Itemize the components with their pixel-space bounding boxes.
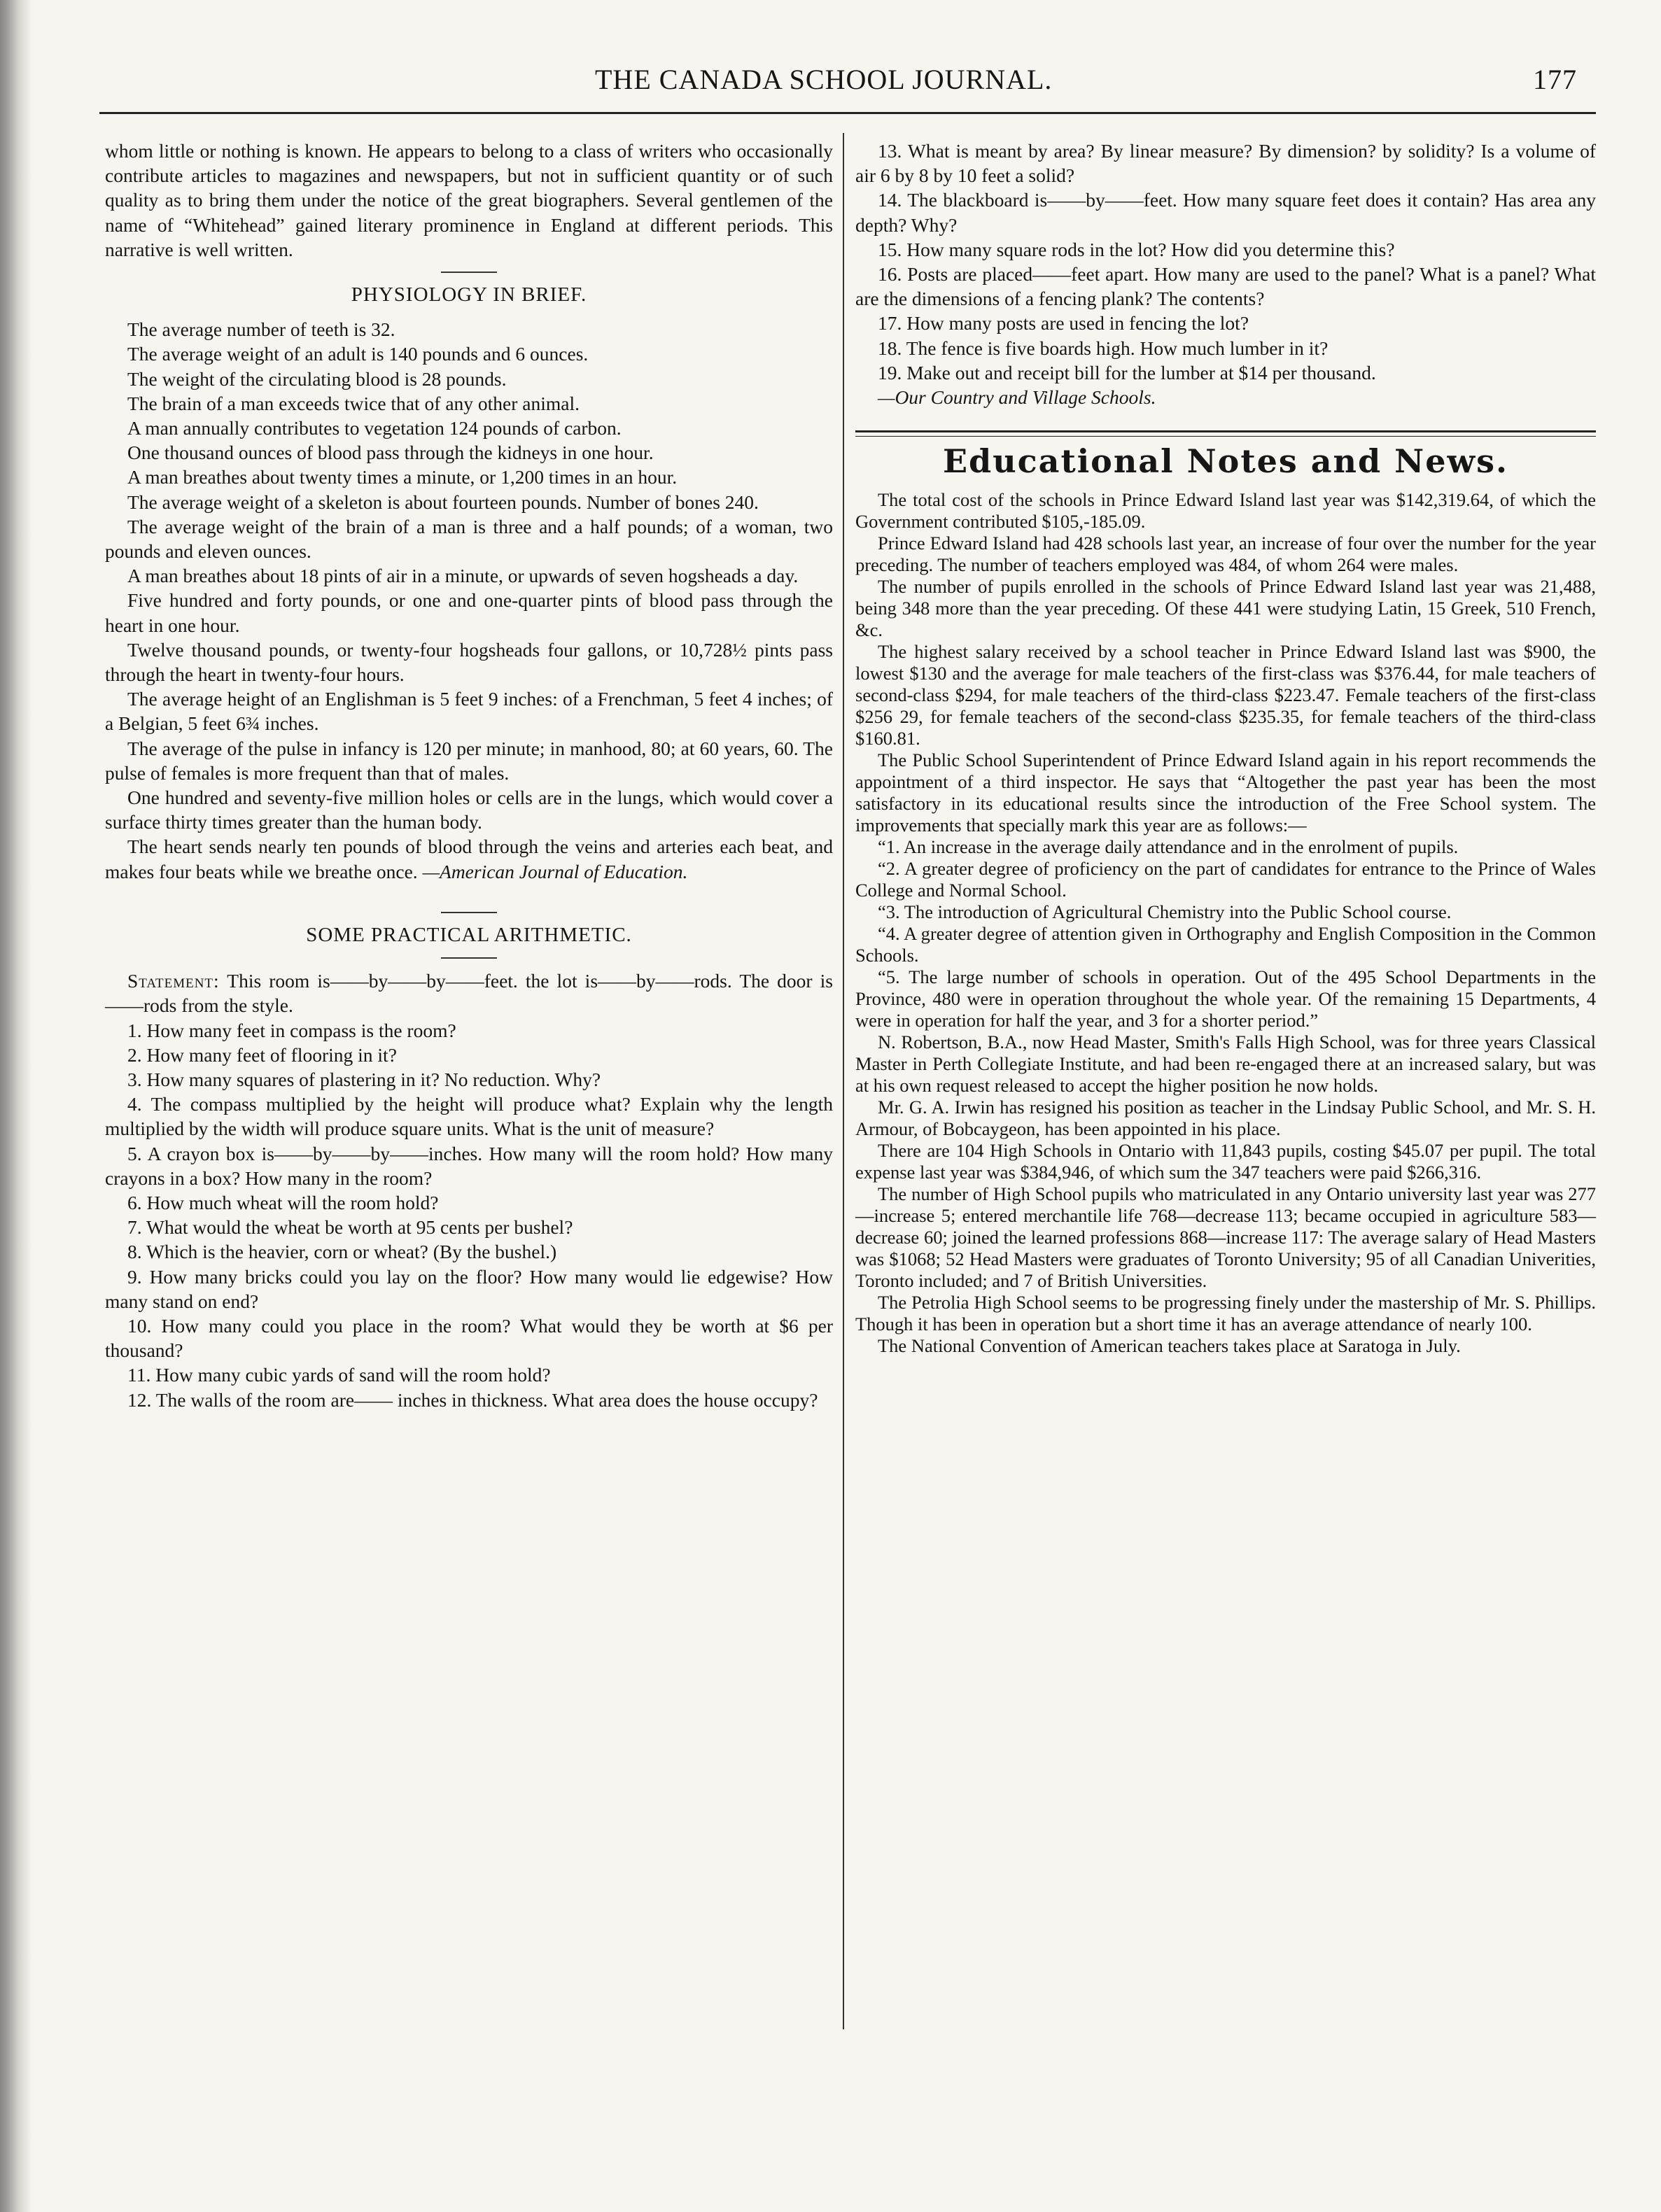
arithmetic-question: 8. Which is the heavier, corn or wheat? (By the bushel.) [127,1241,557,1263]
news-item: The number of pupils enrolled in the schools of Prince Edward Island last year was 21,488, being 348 more than the year preceding. Of these 441 were studying Latin, 15 Greek, 510 French, &c. [855,576,1596,641]
arithmetic-title: SOME PRACTICAL ARITHMETIC. [306,923,632,946]
physiology-item: The average weight of the brain of a man is three and a half pounds; of a woman, two pounds and eleven ounces. [105,515,833,563]
arithmetic-question: 4. The compass multiplied by the height will produce what? Explain why the length multiplied by the width will produce square units. What is the unit of measure? [105,1093,833,1140]
physiology-item: Five hundred and forty pounds, or one and one-quarter pints of blood pass through the heart in one hour. [105,589,833,636]
arithmetic-question: 1. How many feet in compass is the room? [127,1019,456,1041]
news-item: “4. A greater degree of attention given in Orthography and English Composition in the Common Schools. [855,923,1596,966]
physiology-item: The average height of an Englishman is 5 feet 9 inches: of a Frenchman, 5 feet 4 inches; of a Belgian, 5 feet 6¾ inches. [105,688,833,735]
news-item: “5. The large number of schools in operation. Out of the 495 School Departments in the Province, 480 were in operation throughout the whole year. Of the remaining 15 Departments, 4 were in operation for half the year, and 3 for a shorter period.” [855,966,1596,1031]
physiology-item: The average of the pulse in infancy is 120 per minute; in manhood, 80; at 60 years, 60. The pulse of females is more frequent than that of males. [105,737,833,784]
scan-edge-shadow [0,0,32,2212]
arithmetic-question: 16. Posts are placed——feet apart. How many are used to the panel? What is a panel? What are the dimensions of a fencing plank? The contents? [855,263,1596,310]
physiology-item: The average weight of a skeleton is about fourteen pounds. Number of bones 240. [127,491,759,513]
arithmetic-question: 2. How many feet of flooring in it? [127,1043,397,1066]
physiology-list [105,317,833,884]
news-item: “1. An increase in the average daily attendance and in the enrolment of pupils. [878,836,1459,858]
arithmetic-question: 9. How many bricks could you lay on the floor? How many would lie edgewise? How many stand on end? [105,1265,833,1312]
arithmetic-question: 10. How many could you place in the room? What would they be worth at $6 per thousand? [105,1314,833,1362]
arithmetic-question: 5. A crayon box is——by——by——inches. How many will the room hold? How many crayons in a box? How many in the room? [105,1142,833,1189]
news-item: N. Robertson, B.A., now Head Master, Smith's Falls High School, was for three years Classical Master in Perth Collegiate Institute, and had been re-engaged there at an increased salary, but was at his own request released to accept the higher position he now holds. [855,1031,1596,1097]
physiology-item: One hundred and seventy-five million holes or cells are in the lungs, which would cover a surface thirty times greater than the human body. [105,787,833,833]
physiology-item: A man breathes about 18 pints of air in a minute, or upwards of seven hogsheads a day. [127,565,799,587]
arithmetic-question: 11. How many cubic yards of sand will the room hold? [127,1364,551,1386]
arithmetic-question: 3. How many squares of plastering in it? No reduction. Why? [127,1068,601,1090]
physiology-item: The brain of a man exceeds twice that of any other animal. [127,392,580,414]
physiology-item: One thousand ounces of blood pass through the kidneys in one hour. [127,442,654,464]
arithmetic-questions-continued [855,139,1596,409]
header-rule [99,112,1596,114]
arithmetic-question: 14. The blackboard is——by——feet. How many square feet does it contain? Has area any depth? Why? [855,189,1596,236]
running-header [98,57,1598,99]
physiology-citation: —American Journal of Education. [422,860,688,882]
arithmetic-question: 19. Make out and receipt bill for the lumber at $14 per thousand. [878,361,1376,383]
news-item: The Petrolia High School seems to be progressing finely under the mastership of Mr. S. Phillips. Though it has been in operation but a short time it has an average attendance of nearly 100. [855,1292,1596,1335]
statement-text: This room is——by——by——feet. the lot is——by——rods. The door is——rods from the style. [105,970,833,1017]
news-section [855,430,1596,1357]
physiology-item: The weight of the circulating blood is 28 pounds. [127,367,507,390]
news-title: Educational Notes and News. [942,442,1509,481]
statement-label: Statement: [127,970,220,992]
arithmetic-question: 6. How much wheat will the room hold? [127,1191,439,1213]
arithmetic-citation: —Our Country and Village Schools. [878,386,1156,409]
physiology-item: A man breathes about twenty times a minute, or 1,200 times in an hour. [127,466,678,488]
news-item: The National Convention of American teachers takes place at Saratoga in July. [878,1335,1461,1357]
arithmetic-questions [105,1018,833,1412]
news-item: “2. A greater degree of proficiency on the part of candidates for entrance to the Prince of Wales College and Normal School. [855,858,1596,901]
physiology-item: The average number of teeth is 32. [127,318,395,341]
journal-title: THE CANADA SCHOOL JOURNAL. [595,64,1053,95]
physiology-item-last [105,834,833,883]
news-item: Prince Edward Island had 428 schools last year, an increase of four over the number for the year preceding. The number of teachers employed was 484, of whom 264 were males. [855,533,1596,576]
physiology-item: The average weight of an adult is 140 pounds and 6 ounces. [127,343,589,365]
news-item: “3. The introduction of Agricultural Chemistry into the Public School course. [878,901,1452,923]
section-rule [441,272,497,273]
physiology-item: A man annually contributes to vegetation 124 pounds of carbon. [127,417,622,439]
section-rule [441,912,497,913]
news-item: There are 104 High Schools in Ontario with 11,843 pupils, costing $45.07 per pupil. The total expense last year was $384,946, of which sum the 347 teachers were paid $266,316. [855,1140,1596,1183]
news-rule [855,430,1596,437]
news-item: Mr. G. A. Irwin has resigned his position as teacher in the Lindsay Public School, and Mr. S. H. Armour, of Bobcaygeon, has been appointed in his place. [855,1097,1596,1140]
physiology-last-text: The heart sends nearly ten pounds of blood through the veins and arteries each beat, and makes four beats while we breathe once. [105,836,833,882]
news-item: The Public School Superintendent of Prince Edward Island again in his report recommends the appointment of a third inspector. He says that “Altogether the past year has been the most satisfactory in its educational results since the introduction of the Free School system. The improvements that specially mark this year are as follows:— [855,749,1596,836]
column-divider [843,133,844,2029]
physiology-item: Twelve thousand pounds, or twenty-four hogsheads four gallons, or 10,728½ pints pass through the heart in twenty-four hours. [105,638,833,686]
news-list [855,489,1596,1357]
right-column [855,139,1596,1357]
page-number: 177 [1533,64,1577,95]
arithmetic-statement [105,968,833,1017]
section-rule [441,957,497,959]
arithmetic-question: 12. The walls of the room are—— inches in thickness. What area does the house occupy? [127,1388,818,1411]
arithmetic-question: 15. How many square rods in the lot? How did you determine this? [878,238,1395,260]
intro-paragraph: whom little or nothing is known. He appears to belong to a class of writers who occasionally contribute articles to magazines and newspapers, but not in sufficient quantity or of such quality as to bring them under the notice of the great biographers. Several gentlemen of the name of “Whitehead” gained literary prominence in England at different periods. This narrative is well written. [105,140,833,260]
arithmetic-question: 18. The fence is five boards high. How much lumber in it? [878,337,1329,359]
arithmetic-question: 13. What is meant by area? By linear measure? By dimension? by solidity? Is a volume of air 6 by 8 by 10 feet a solid? [855,140,1596,187]
news-item: The number of High School pupils who matriculated in any Ontario university last year was 277—increase 5; entered merchantile life 768—decrease 113; became occupied in agriculture 583—decrease 60; joined the learned professions 868—increase 117: The average salary of Head Masters was $1068; 52 Head Masters were graduates of Toronto University; 95 of all Canadian Univerities, Toronto included; and 7 of British Universities. [855,1183,1596,1292]
physiology-title: PHYSIOLOGY IN BRIEF. [351,283,587,307]
arithmetic-question: 7. What would the wheat be worth at 95 cents per bushel? [127,1216,573,1239]
news-item: The highest salary received by a school teacher in Prince Edward Island last was $900, the lowest $130 and the average for male teachers of the first-class was $376.44, for male teachers of second-class $294, for male teachers of the third-class $223.47. Female teachers of the first-class $256 29, for female teachers of the second-class $235.35, for female teachers of the third-class $160.81. [855,641,1596,749]
arithmetic-question: 17. How many posts are used in fencing the lot? [878,312,1249,334]
news-item: The total cost of the schools in Prince Edward Island last year was $142,319.64, of which the Government contributed $105,-185.09. [855,489,1596,533]
left-column [105,139,833,1412]
